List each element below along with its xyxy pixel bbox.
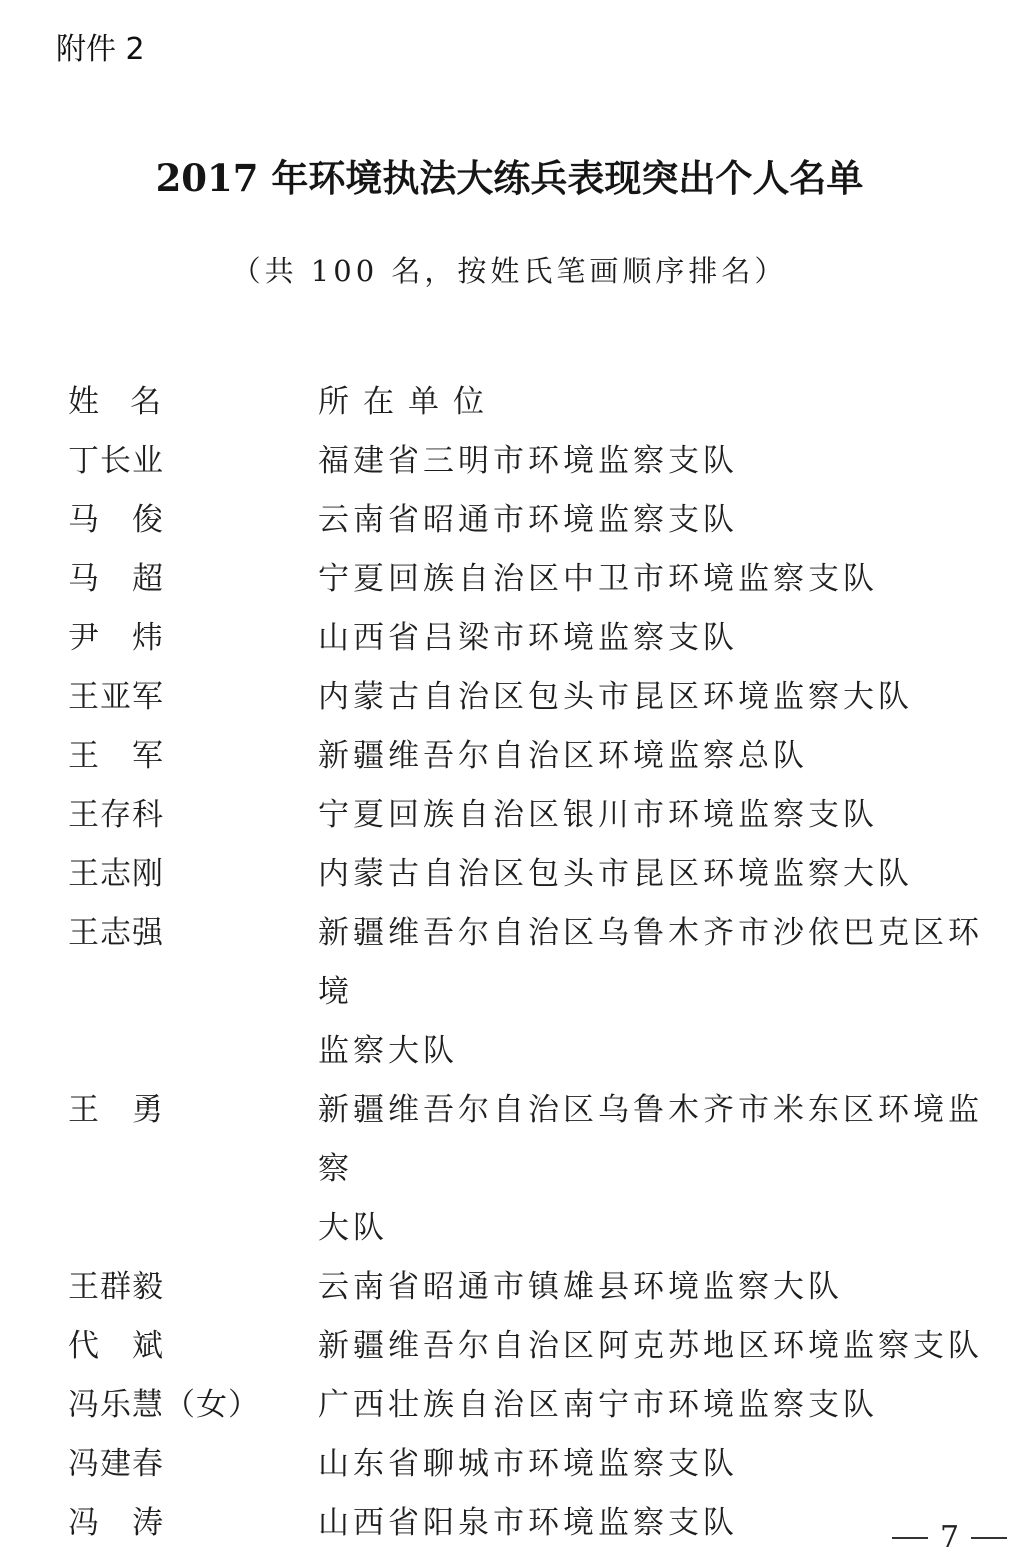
list-item <box>68 609 998 668</box>
person-unit: 新疆维吾尔自治区阿克苏地区环境监察支队 <box>318 1328 983 1364</box>
list-item <box>68 550 998 609</box>
list-item <box>68 432 998 491</box>
person-unit: 山东省聊城市环境监察支队 <box>318 1446 738 1482</box>
list-item <box>68 1317 998 1376</box>
person-unit: 内蒙古自治区包头市昆区环境监察大队 <box>318 679 913 715</box>
person-name: 冯建春 <box>68 1446 164 1482</box>
list-item-continuation <box>68 1022 998 1081</box>
page-dash-right <box>971 1537 1007 1539</box>
person-unit: 云南省昭通市镇雄县环境监察大队 <box>318 1269 843 1305</box>
person-unit: 山西省吕梁市环境监察支队 <box>318 620 738 656</box>
list-item <box>68 491 998 550</box>
list-item <box>68 727 998 786</box>
person-name: 王 勇 <box>68 1092 164 1128</box>
list-item <box>68 786 998 845</box>
document-subtitle: （共 100 名，按姓氏笔画顺序排名） <box>231 254 788 288</box>
list-item <box>68 1081 998 1199</box>
person-name: 马 超 <box>68 561 164 597</box>
person-unit: 广西壮族自治区南宁市环境监察支队 <box>318 1387 878 1423</box>
person-name: 王志强 <box>68 915 164 951</box>
header-unit: 所在单位 <box>318 384 498 420</box>
person-name: 代 斌 <box>68 1328 164 1364</box>
person-unit: 云南省昭通市环境监察支队 <box>318 502 738 538</box>
person-unit: 大队 <box>318 1210 388 1246</box>
list-item <box>68 668 998 727</box>
list-item <box>68 1376 998 1435</box>
list-item <box>68 845 998 904</box>
person-name: 王志刚 <box>68 856 164 892</box>
person-unit: 福建省三明市环境监察支队 <box>318 443 738 479</box>
list-item <box>68 1435 998 1494</box>
person-name <box>68 1022 318 1081</box>
header-name: 姓 名 <box>68 384 161 420</box>
list-item <box>68 1494 998 1553</box>
person-unit: 宁夏回族自治区中卫市环境监察支队 <box>318 561 878 597</box>
person-name: 冯 涛 <box>68 1505 164 1541</box>
person-unit: 监察大队 <box>318 1033 458 1069</box>
list-item <box>68 904 998 1022</box>
attachment-label: 附件 2 <box>56 32 145 67</box>
person-name: 尹 炜 <box>68 620 164 656</box>
list-item-continuation <box>68 1199 998 1258</box>
person-unit: 山西省阳泉市环境监察支队 <box>318 1505 738 1541</box>
page-number-value: 7 <box>940 1520 960 1555</box>
person-unit: 新疆维吾尔自治区乌鲁木齐市沙依巴克区环境 <box>318 915 983 1010</box>
document-title: 2017 年环境执法大练兵表现突出个人名单 <box>155 156 864 200</box>
name-list <box>68 373 998 1553</box>
person-unit: 新疆维吾尔自治区环境监察总队 <box>318 738 808 774</box>
person-name: 王群毅 <box>68 1269 164 1305</box>
person-name: 马 俊 <box>68 502 164 538</box>
person-name: 王存科 <box>68 797 164 833</box>
person-unit: 宁夏回族自治区银川市环境监察支队 <box>318 797 878 833</box>
person-name: 丁长业 <box>68 443 164 479</box>
person-name: 王亚军 <box>68 679 164 715</box>
page-dash-left <box>892 1537 928 1539</box>
person-name <box>68 1199 318 1258</box>
page-number <box>880 1518 1019 1558</box>
list-header <box>68 373 998 432</box>
person-unit: 新疆维吾尔自治区乌鲁木齐市米东区环境监察 <box>318 1092 983 1187</box>
list-item <box>68 1258 998 1317</box>
person-name: 王 军 <box>68 738 164 774</box>
person-unit: 内蒙古自治区包头市昆区环境监察大队 <box>318 856 913 892</box>
person-name: 冯乐慧（女） <box>68 1387 260 1423</box>
